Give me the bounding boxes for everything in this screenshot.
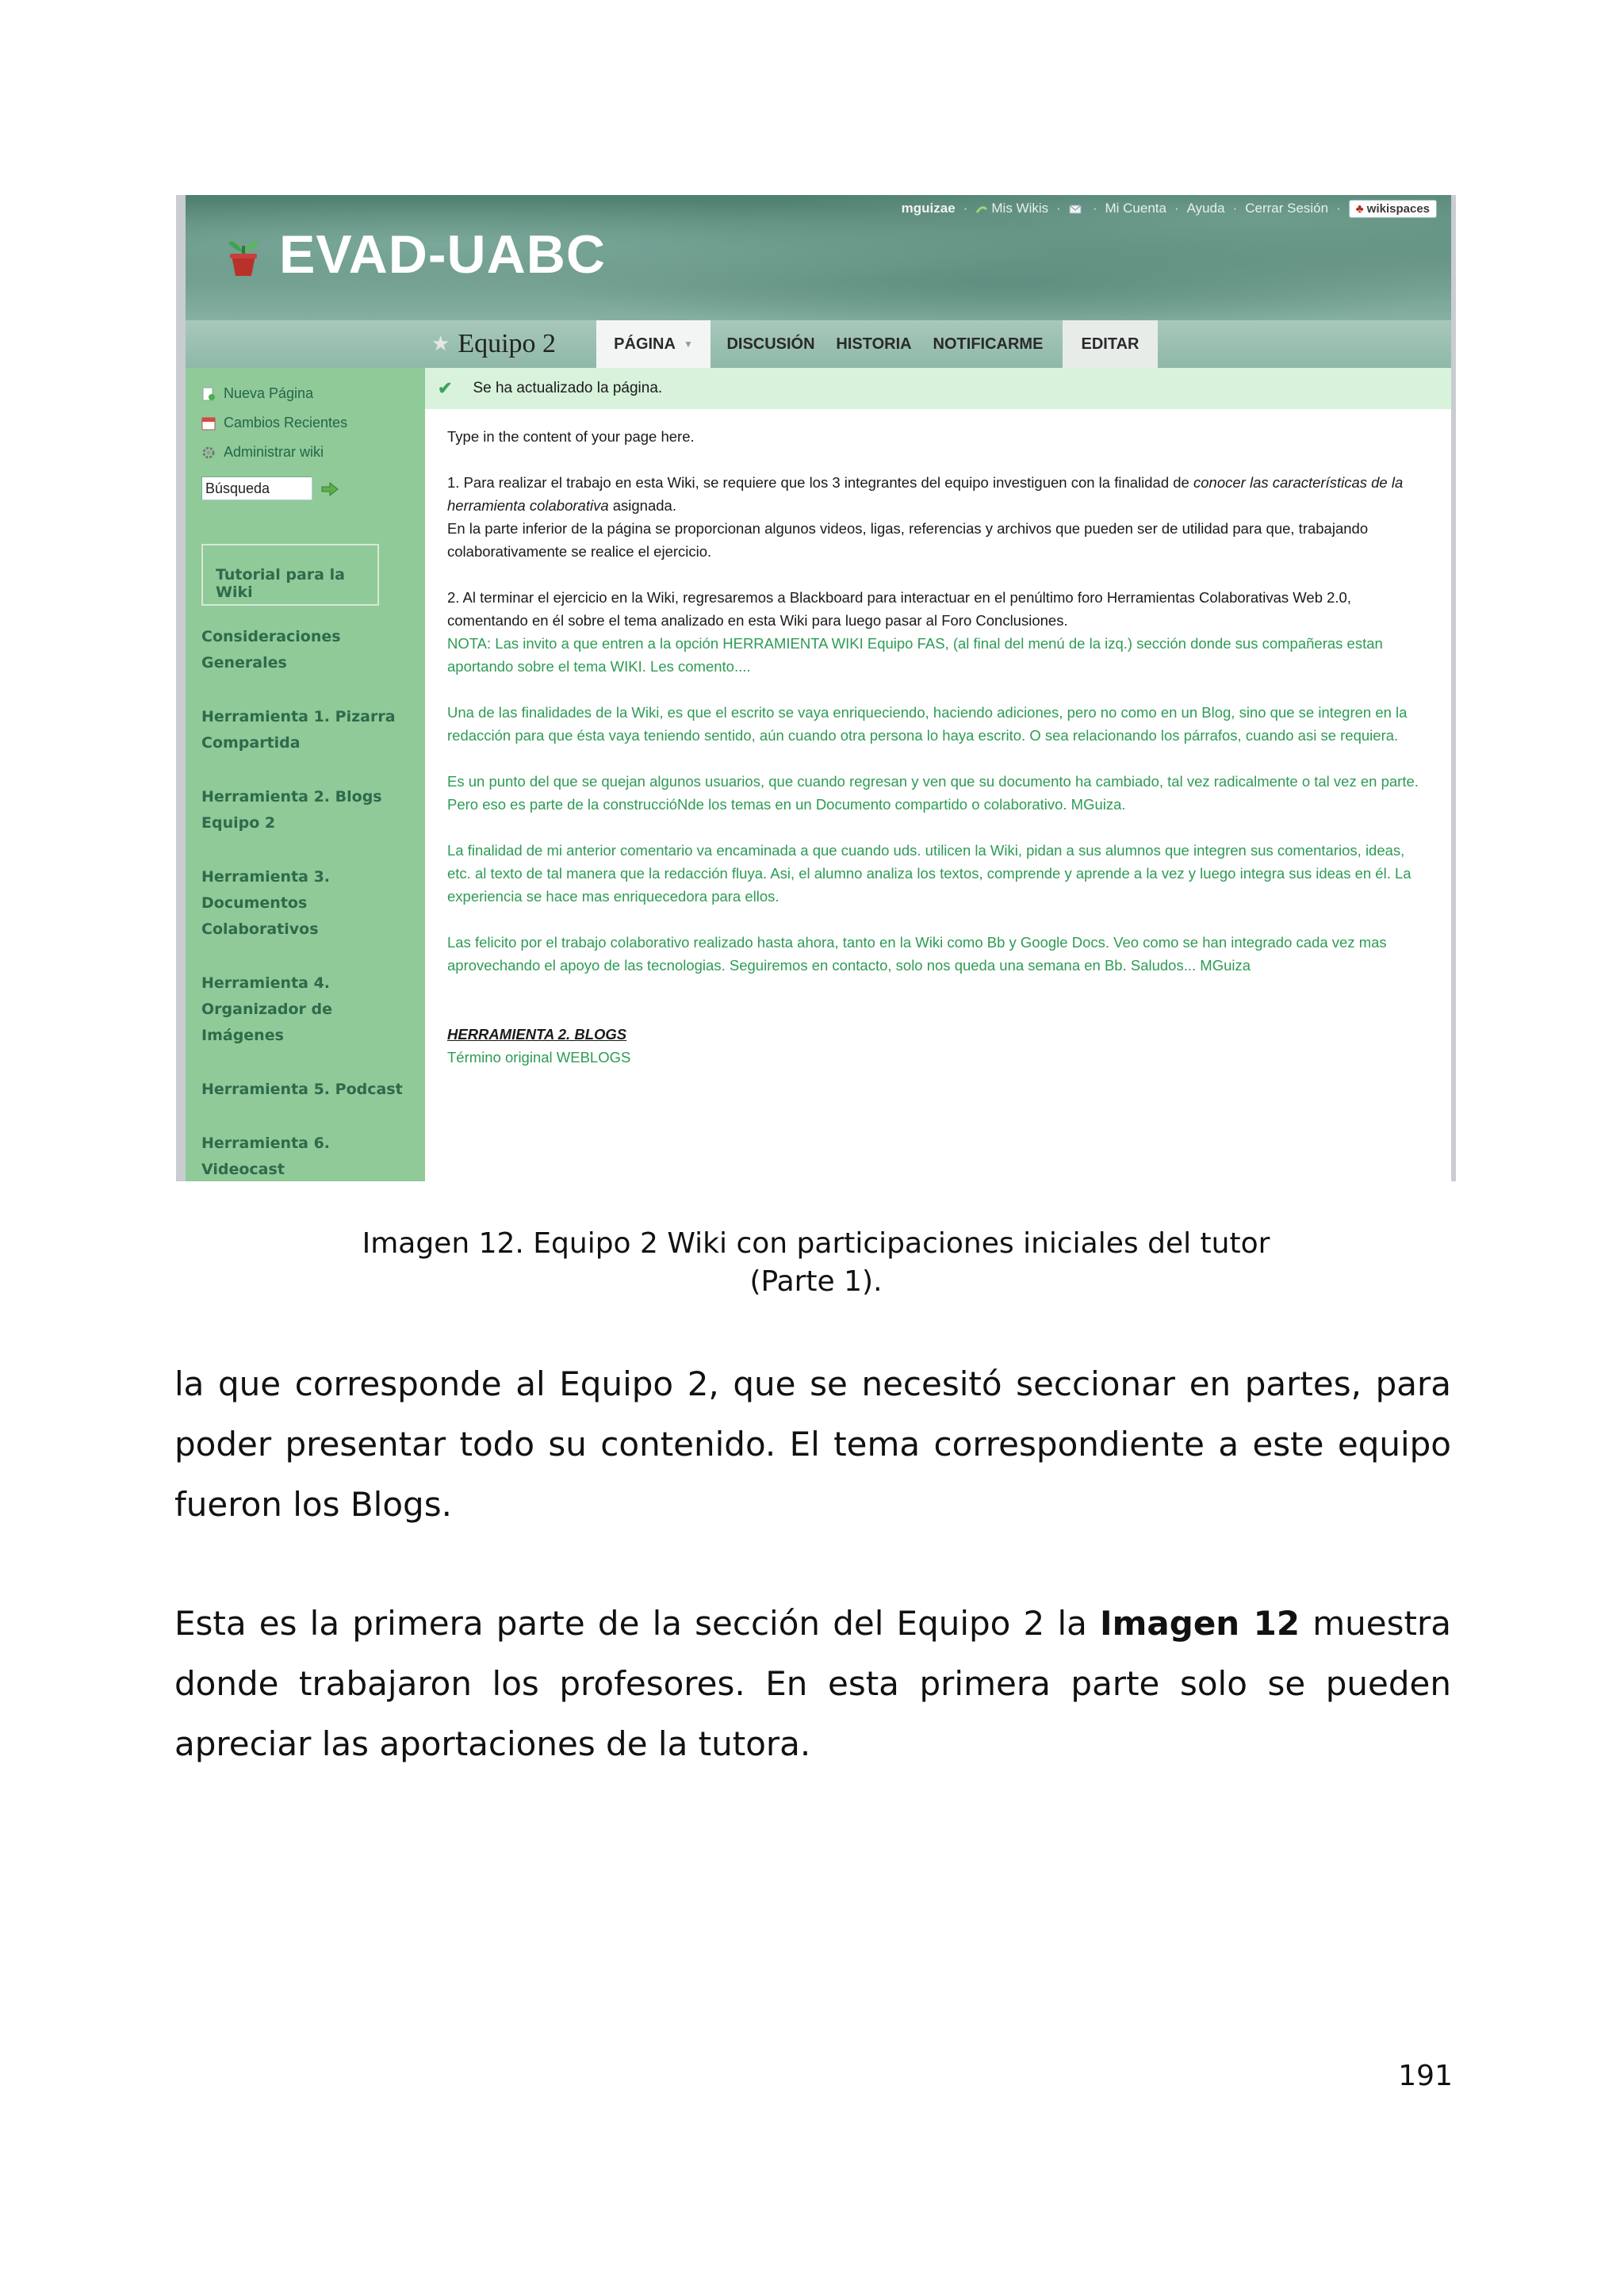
wikispaces-logo[interactable]: ♣ wikispaces — [1349, 200, 1437, 218]
mi-cuenta-link[interactable]: Mi Cuenta — [1105, 201, 1166, 216]
nav-herramienta-3[interactable]: Herramienta 3. Documentos Colaborativos — [201, 868, 331, 938]
star-icon[interactable]: ★ — [431, 332, 450, 355]
plant-mini-icon: ♣ — [1355, 201, 1364, 216]
content-paragraph-2: 2. Al terminar el ejercicio en la Wiki, regresaremos a Blackboard para interactuar en el penúltimo foro Herramientas Colaborativas Web 2.0, comentando en él sobre el tema analizado en esta Wiki para luego pasar al Foro Conclusiones. NOTA: Las invito a que entren a la opción HERRAMIENTA WIKI Equipo FAS, (al final del menú de la izq.) sección donde sus compañeras estan aportando sobre el tema WIKI. Les comento.... — [447, 589, 1383, 675]
figure-caption: Imagen 12. Equipo 2 Wiki con participaciones iniciales del tutor (Parte 1). — [362, 1227, 1270, 1298]
content-paragraph-4: Es un punto del que se quejan algunos usuarios, que cuando regresan y ven que su documento ha cambiado, tal vez radicalmente o tal vez en parte. Pero eso es parte de la construccióNde los temas en un Documento compartido o colaborativo. MGuiza. — [447, 773, 1419, 813]
nav-herramienta-2[interactable]: Herramienta 2. Blogs Equipo 2 — [201, 788, 382, 832]
check-icon: ✔ — [438, 378, 453, 398]
body-paragraph-1: la que corresponde al Equipo 2, que se necesitó seccionar en partes, para poder presentar todo su contenido. El tema correspondiente a este equipo fueron los Blogs. — [174, 1364, 1451, 1524]
section-subheading: Término original WEBLOGS — [447, 1049, 631, 1066]
nav-herramienta-6[interactable]: Herramienta 6. Videocast — [201, 1135, 331, 1178]
site-title[interactable]: EVAD-UABC — [279, 224, 606, 285]
page-tab-bar — [186, 320, 1451, 368]
wiki-banner — [186, 195, 1451, 320]
nav-herramienta-4[interactable]: Herramienta 4. Organizador de Imágenes — [201, 974, 332, 1044]
gear-icon — [201, 446, 216, 460]
update-notice: ✔ Se ha actualizado la página. — [425, 368, 1451, 409]
tutorial-box[interactable] — [201, 544, 379, 606]
mis-wikis-link[interactable]: Mis Wikis — [975, 201, 1048, 216]
page-number: 191 — [1398, 2060, 1453, 2092]
wikis-icon — [975, 205, 988, 214]
tab-discusion[interactable]: DISCUSIÓN — [726, 335, 815, 353]
ayuda-link[interactable]: Ayuda — [1186, 201, 1225, 216]
administrar-wiki-link[interactable]: Administrar wiki — [201, 444, 324, 461]
wiki-page-content — [447, 425, 1427, 1069]
content-paragraph-5: La finalidad de mi anterior comentario va encaminada a que cuando uds. utilicen la Wiki, pidan a sus alumnos que integren sus comentarios, ideas, etc. al texto de tal manera que la redacción fluya. Asi, el alumno analiza los textos, comprende y aprende a la vez y luego integra sus ideas en él. La experiencia se hace mas enriquecedora para ellos. — [447, 842, 1411, 905]
body-paragraph-2: Esta es la primera parte de la sección del Equipo 2 la Imagen 12 muestra donde trabajaron los profesores. En esta primera parte solo se pueden apreciar las aportaciones de la tutora. — [174, 1604, 1451, 1763]
tab-historia[interactable]: HISTORIA — [836, 335, 912, 353]
content-paragraph-3: Una de las finalidades de la Wiki, es que el escrito se vaya enriqueciendo, haciendo adiciones, pero no como en un Blog, sino que se integren en la redacción para que ésta vaya teniendo sentido, aún cuando otra persona lo haya escrito. O sea relacionando los párrafos, cuando asi se requiera. — [447, 704, 1408, 744]
tab-editar[interactable]: EDITAR — [1063, 320, 1158, 368]
search-input[interactable] — [201, 476, 312, 500]
search-go-arrow-icon[interactable] — [320, 480, 339, 498]
figure-reference: Imagen 12 — [1100, 1604, 1300, 1643]
nav-consideraciones-generales[interactable]: Consideraciones Generales — [201, 628, 341, 672]
nav-herramienta-1[interactable]: Herramienta 1. Pizarra Compartida — [201, 708, 396, 752]
content-paragraph-1: 1. Para realizar el trabajo en esta Wiki, se requiere que los 3 integrantes del equipo investiguen con la finalidad de conocer las características de la herramienta colaborativa asignada. En la parte inferior de la página se proporcionan algunos videos, ligas, referencias y archivos que pueden ser de utilidad para que, trabajando colaborativamente se realice el ejercicio. — [447, 474, 1404, 560]
username-link[interactable]: mguizae — [901, 201, 956, 216]
page-name: ★ Equipo 2 — [431, 329, 557, 358]
wiki-sidebar — [186, 368, 425, 1181]
mail-icon[interactable] — [1069, 201, 1085, 216]
cambios-recientes-link[interactable]: Cambios Recientes — [201, 415, 347, 431]
tutorial-link: Tutorial para la Wiki — [216, 566, 345, 601]
plant-logo-icon — [225, 235, 262, 277]
calendar-icon — [201, 416, 216, 430]
tab-notificarme[interactable]: NOTIFICARME — [933, 335, 1044, 353]
content-intro: Type in the content of your page here. — [447, 428, 695, 445]
chevron-down-icon: ▼ — [683, 339, 693, 350]
tab-pagina[interactable]: PÁGINA ▼ — [596, 320, 710, 368]
nueva-pagina-link[interactable]: Nueva Página — [201, 385, 313, 402]
top-user-links: mguizae · Mis Wikis · · Mi Cuenta · Ayuda · Cerrar Sesión · ♣ wikispaces — [902, 198, 1437, 219]
cerrar-sesion-link[interactable]: Cerrar Sesión — [1245, 201, 1329, 216]
nav-herramienta-5[interactable]: Herramienta 5. Podcast — [201, 1081, 403, 1098]
content-paragraph-6: Las felicito por el trabajo colaborativo realizado hasta ahora, tanto en la Wiki como Bb y Google Docs. Veo como se han integrado cada vez mas aprovechando el apoyo de las tecnologias. Seguiremos en contacto, solo nos queda una semana en Bb. Saludos... MGuiza — [447, 934, 1387, 974]
section-heading-link[interactable]: HERRAMIENTA 2. BLOGS — [447, 1026, 627, 1043]
new-page-icon — [201, 387, 216, 401]
wiki-screenshot — [176, 195, 1456, 1181]
